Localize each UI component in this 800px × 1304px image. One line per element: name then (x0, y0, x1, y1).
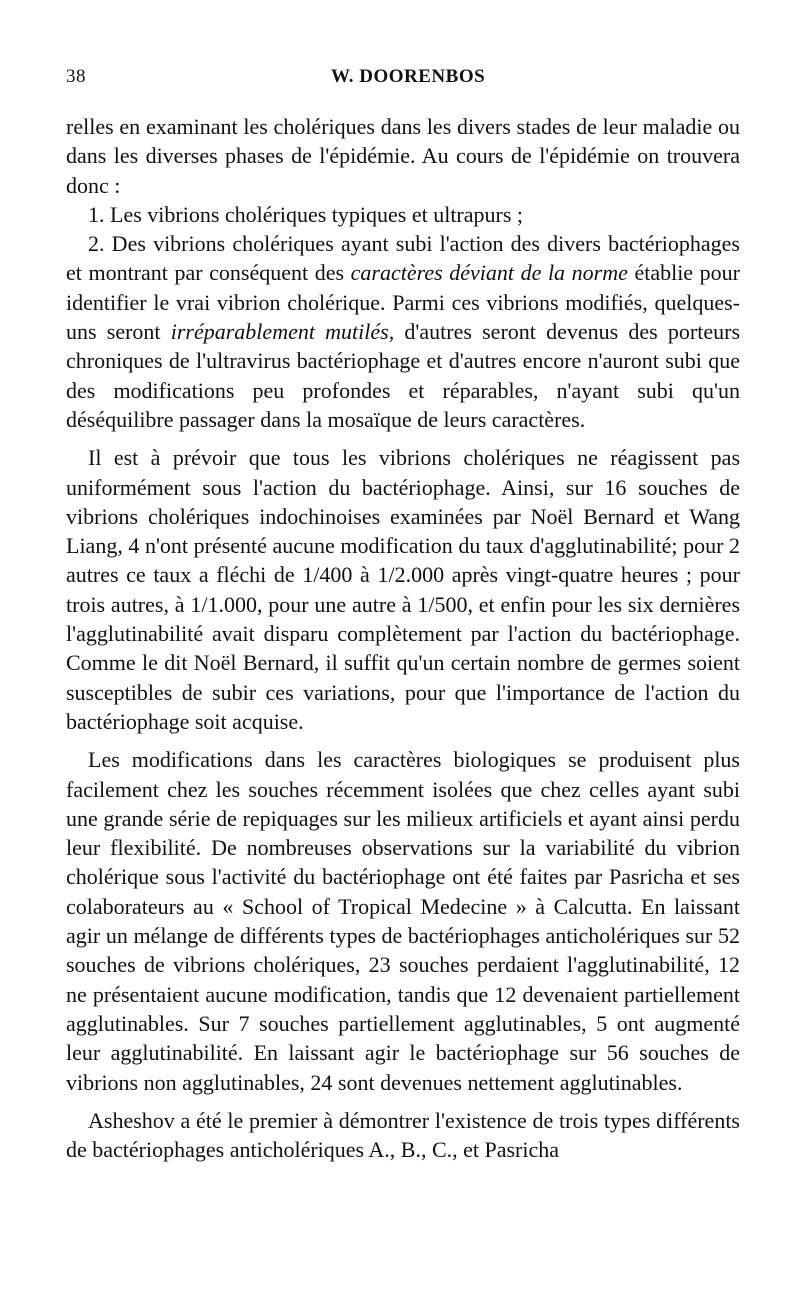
paragraph-continuation: relles en examinant les cholériques dans les divers stades de leur maladie ou dans les diverses phases de l'épidémie. Au cours de l'épidémie on trouvera donc : (66, 114, 740, 198)
paragraph-asheshov: Asheshov a été le premier à démontrer l'existence de trois types différents de bactériophages anticholériques A., B., C., et Pasricha (66, 1107, 740, 1163)
paragraph-agglutinability: Il est à prévoir que tous les vibrions cholériques ne réagissent pas uniformément sous l'action du bactériophage. Ainsi, sur 16 souches de vibrions cholériques indochinoises examinées par Noël Bernard et Wang Liang, 4 n'ont présenté aucune modification du taux d'agglutinabilité; pour 2 autres ce taux a fléchi de 1/400 à 1/2.000 après vingt-quatre heures ; pour trois autres, à 1/1.000, pour une autre à 1/500, et enfin pour les six dernières l'agglutinabilité avait disparu complètement par l'action du bactériophage. Comme le dit Noël Bernard, il suffit qu'un certain nombre de germes soient susceptibles de subir ces variations, pour que l'importance de l'action du bactériophage soit acquise. (66, 445, 740, 734)
emphasis-mutiles: irréparablement mutilés, (170, 319, 395, 345)
list-item-2-text-e: d'autres seront devenus des porteurs chroniques de l'ultravirus bactériophage et d'autres encore n'auront subi que des modifications peu profondes et réparables, n'ayant subi qu'un déséquilibre passager dans la mosaïque de leurs caractères. (66, 319, 741, 432)
list-item-2-text-a: 2. Des vibrions cholériques ayant subi l'action des divers bactériophages et montrant par conséquent des (66, 231, 740, 286)
page-header (66, 66, 740, 94)
paragraph-modifications: Les modifications dans les caractères biologiques se produisent plus facilement chez les souches récemment isolées que chez celles ayant subi une grande série de repiquages sur les milieux artificiels et ayant ainsi perdu leur flexibilité. De nombreuses observations sur la variabilité du vibrion cholérique sous l'activité du bactériophage ont été faites par Pasricha et ses colaborateurs au « School of Tropical Medecine » à Calcutta. En laissant agir un mélange de différents types de bactériophages anticholériques sur 52 souches de vibrions cholériques, 23 souches perdaient l'agglutinabilité, 12 ne présentaient aucune modification, tandis que 12 devenaient partiellement agglutinables. Sur 7 souches partiellement agglutinables, 5 ont augmenté leur agglutinabilité. En laissant agir le bactériophage sur 56 souches de vibrions non agglutinables, 24 sont devenues nettement agglutinables. (66, 747, 740, 1095)
emphasis-deviant: caractères déviant de la norme (350, 260, 628, 286)
list-item-2 (66, 229, 740, 434)
running-head: W. DOORENBOS (331, 66, 486, 87)
body-text (66, 112, 740, 1164)
page-number: 38 (66, 66, 86, 87)
list-item-2-text-c: établie pour identifier le vrai vibrion cholérique. Parmi ces vibrions modifiés, quelques-uns seront (66, 260, 740, 345)
list-item-1: 1. Les vibrions cholériques typiques et ultrapurs ; (88, 201, 524, 227)
